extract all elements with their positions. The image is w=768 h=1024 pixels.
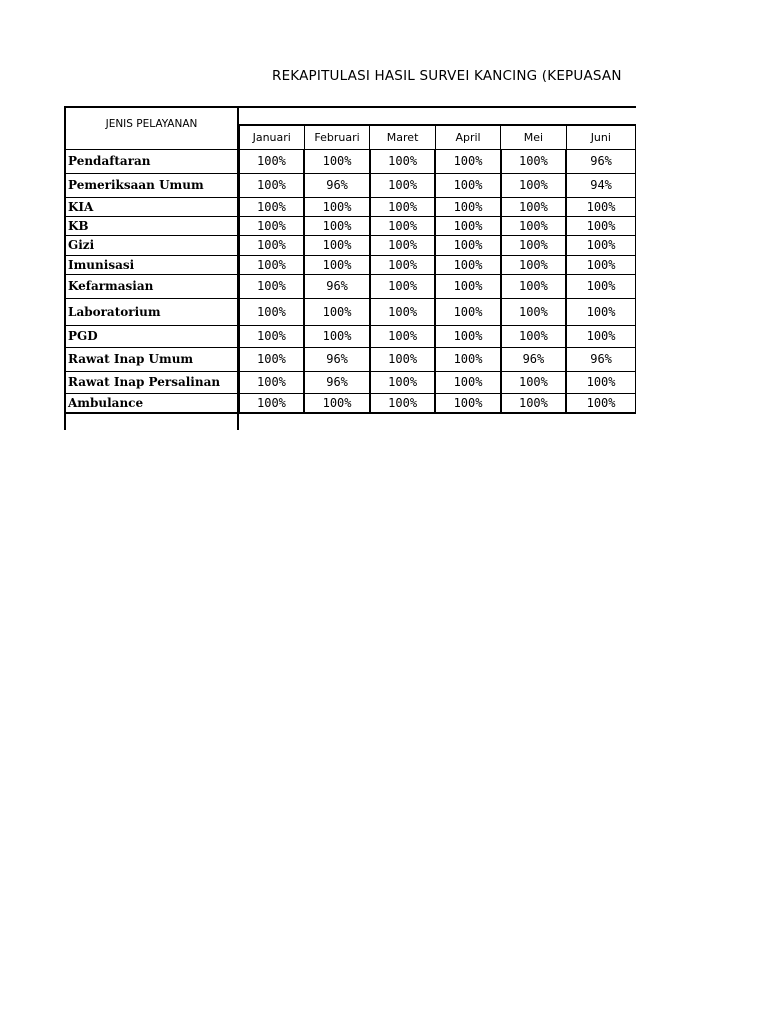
service-name-cell[interactable]: Pemeriksaan Umum [65, 173, 239, 197]
percentage-cell[interactable]: 100% [239, 371, 305, 393]
percentage-cell[interactable]: 100% [435, 298, 500, 325]
table-row [65, 149, 636, 173]
percentage-cell[interactable]: 100% [239, 216, 305, 235]
percentage-cell[interactable]: 100% [566, 393, 635, 413]
month-header: Juni [566, 125, 635, 149]
percentage-cell[interactable]: 100% [239, 255, 305, 274]
service-name-cell[interactable]: Gizi [65, 235, 239, 255]
percentage-cell[interactable]: 100% [501, 393, 566, 413]
percentage-cell[interactable]: 100% [239, 235, 305, 255]
percentage-cell[interactable]: 100% [501, 216, 566, 235]
percentage-cell[interactable]: 100% [501, 274, 566, 298]
table-row [65, 298, 636, 325]
percentage-cell[interactable]: 100% [435, 393, 500, 413]
service-column-header: JENIS PELAYANAN [105, 118, 198, 130]
percentage-cell[interactable]: 100% [239, 347, 305, 371]
month-header: Maret [370, 125, 435, 149]
percentage-cell[interactable]: 100% [239, 149, 305, 173]
percentage-cell[interactable]: 100% [501, 173, 566, 197]
percentage-cell[interactable]: 100% [304, 393, 370, 413]
percentage-cell[interactable]: 100% [435, 325, 500, 347]
report-title: REKAPITULASI HASIL SURVEI KANCING (KEPUASAN [272, 68, 622, 84]
percentage-cell[interactable]: 100% [501, 235, 566, 255]
percentage-cell[interactable]: 100% [370, 197, 435, 216]
service-name-cell[interactable]: Pendaftaran [65, 149, 239, 173]
percentage-cell[interactable]: 100% [370, 173, 435, 197]
table-row [65, 197, 636, 216]
month-header: Mei [501, 125, 566, 149]
service-name-cell[interactable]: PGD [65, 325, 239, 347]
percentage-cell[interactable]: 100% [566, 274, 635, 298]
percentage-cell[interactable]: 94% [566, 173, 635, 197]
month-header: April [435, 125, 500, 149]
table-row [65, 347, 636, 371]
percentage-cell[interactable]: 100% [501, 371, 566, 393]
percentage-cell[interactable]: 100% [370, 274, 435, 298]
percentage-cell[interactable]: 100% [370, 347, 435, 371]
header-blank-cell [65, 125, 239, 149]
table-row [65, 274, 636, 298]
percentage-cell[interactable]: 100% [370, 298, 435, 325]
service-name-cell[interactable]: Rawat Inap Umum [65, 347, 239, 371]
percentage-cell[interactable]: 100% [239, 298, 305, 325]
percentage-cell[interactable]: 100% [239, 173, 305, 197]
percentage-cell[interactable]: 100% [566, 235, 635, 255]
percentage-cell[interactable]: 96% [501, 347, 566, 371]
percentage-cell[interactable]: 100% [370, 235, 435, 255]
percentage-cell[interactable]: 100% [435, 371, 500, 393]
percentage-cell[interactable]: 100% [370, 371, 435, 393]
percentage-cell[interactable]: 96% [304, 371, 370, 393]
percentage-cell[interactable]: 100% [239, 325, 305, 347]
service-name-cell[interactable]: Ambulance [65, 393, 239, 413]
table-row [65, 235, 636, 255]
percentage-cell[interactable]: 100% [370, 325, 435, 347]
month-header: Februari [304, 125, 370, 149]
service-name-cell[interactable]: KIA [65, 197, 239, 216]
percentage-cell[interactable]: 100% [566, 255, 635, 274]
percentage-cell[interactable]: 100% [566, 325, 635, 347]
service-name-cell[interactable]: KB [65, 216, 239, 235]
percentage-cell[interactable]: 100% [435, 216, 500, 235]
percentage-cell[interactable]: 96% [304, 347, 370, 371]
percentage-cell[interactable]: 100% [304, 197, 370, 216]
percentage-cell[interactable]: 100% [501, 197, 566, 216]
percentage-cell[interactable]: 96% [566, 347, 635, 371]
table-row [65, 255, 636, 274]
percentage-cell[interactable]: 100% [304, 255, 370, 274]
percentage-cell[interactable]: 100% [370, 216, 435, 235]
percentage-cell[interactable]: 100% [239, 274, 305, 298]
service-name-cell[interactable]: Kefarmasian [65, 274, 239, 298]
percentage-cell[interactable]: 100% [370, 255, 435, 274]
percentage-cell[interactable]: 100% [435, 347, 500, 371]
percentage-cell[interactable]: 96% [304, 274, 370, 298]
survey-table [64, 124, 636, 414]
percentage-cell[interactable]: 100% [304, 235, 370, 255]
percentage-cell[interactable]: 100% [566, 371, 635, 393]
table-row [65, 325, 636, 347]
table-row [65, 173, 636, 197]
percentage-cell[interactable]: 100% [566, 197, 635, 216]
table-row [65, 216, 636, 235]
percentage-cell[interactable]: 100% [239, 197, 305, 216]
percentage-cell[interactable]: 100% [501, 325, 566, 347]
percentage-cell[interactable]: 100% [435, 235, 500, 255]
service-name-cell[interactable]: Imunisasi [65, 255, 239, 274]
percentage-cell[interactable]: 100% [435, 274, 500, 298]
percentage-cell[interactable]: 96% [566, 149, 635, 173]
percentage-cell[interactable]: 96% [304, 173, 370, 197]
percentage-cell[interactable]: 100% [501, 255, 566, 274]
percentage-cell[interactable]: 100% [370, 149, 435, 173]
percentage-cell[interactable]: 100% [501, 149, 566, 173]
percentage-cell[interactable]: 100% [304, 325, 370, 347]
percentage-cell[interactable]: 100% [435, 197, 500, 216]
table-row [65, 393, 636, 413]
service-name-cell[interactable]: Laboratorium [65, 298, 239, 325]
percentage-cell[interactable]: 100% [435, 149, 500, 173]
percentage-cell[interactable]: 100% [370, 393, 435, 413]
table-row [65, 371, 636, 393]
percentage-cell[interactable]: 100% [501, 298, 566, 325]
percentage-cell[interactable]: 100% [304, 298, 370, 325]
service-name-cell[interactable]: Rawat Inap Persalinan [65, 371, 239, 393]
percentage-cell[interactable]: 100% [435, 255, 500, 274]
percentage-cell[interactable]: 100% [566, 216, 635, 235]
percentage-cell[interactable]: 100% [304, 216, 370, 235]
month-header-row [65, 125, 636, 149]
table-top-border [64, 106, 636, 108]
month-header: Januari [239, 125, 305, 149]
percentage-cell[interactable]: 100% [239, 393, 305, 413]
percentage-cell[interactable]: 100% [304, 149, 370, 173]
percentage-cell[interactable]: 100% [435, 173, 500, 197]
percentage-cell[interactable]: 100% [566, 298, 635, 325]
